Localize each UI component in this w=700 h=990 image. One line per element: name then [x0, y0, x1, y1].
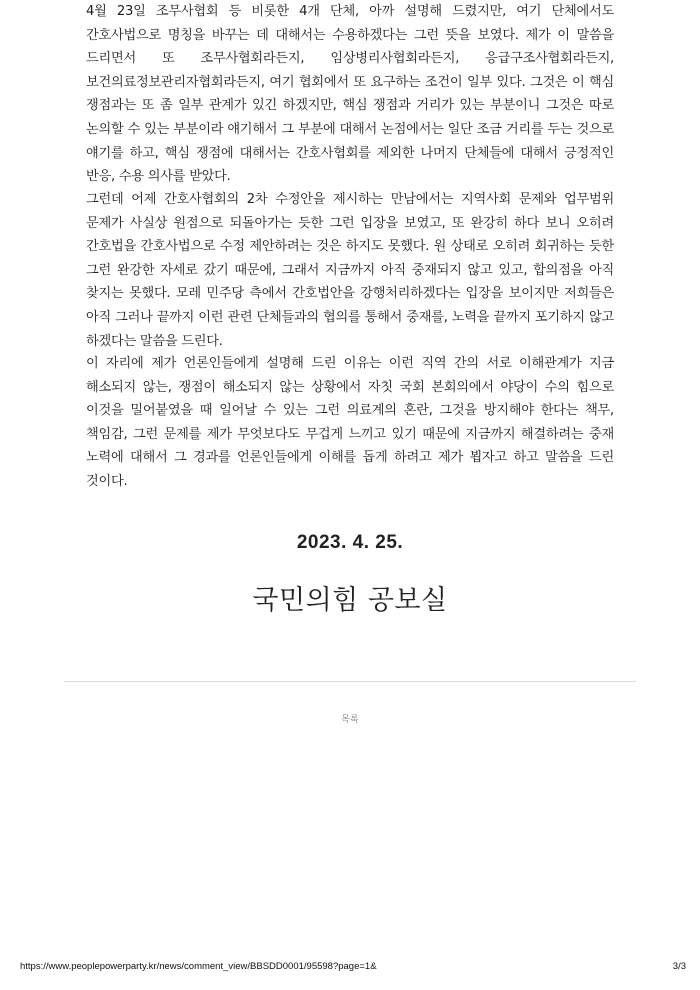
article-date: 2023. 4. 25.	[296, 532, 404, 553]
article-paragraph-3: 이 자리에 제가 언론인들에게 설명해 드린 이유는 이런 직역 간의 서로 이해관계가 지금 해소되지 않는, 쟁점이 해소되지 않는 상황에서 자칫 국회 본회의에서 야당이 수의 힘으로 이것을 밀어붙였을 때 일어날 수 있는 그런 의료계의 혼란, 그것을 방지해야 한다는 책무, 책임감, 그런 문제를 제가 무엇보다도 무겁게 느끼고 있기 때문에 지금까지 해결하려는 중재 노력에 대해서 그 경과를 언론인들에게 이해를 돕게 하려고 제가 뵙자고 하고 말씀을 드린 것이다.	[86, 356, 614, 489]
content-divider	[64, 681, 636, 682]
list-button[interactable]: 목록	[341, 715, 359, 725]
article-paragraph-2: 그런데 어제 간호사협회의 2차 수정안을 제시하는 만남에서는 지역사회 문제와 업무범위 문제가 사실상 원점으로 되돌아가는 듯한 그런 입장을 보였고, 또 완강히 하다 보니 오히려 간호법을 간호사법으로 수정 제안하려는 것은 하지도 못했다. 원 상태로 오히려 회귀하는 듯한 그런 완강한 자세로 갔기 때문에, 그래서 지금까지 아직 중재되지 않고 있고, 합의점을 아직 찾지는 못했다. 모레 민주당 측에서 간호법안을 강행처리하겠다는 입장을 보이지만 저희들은 아직 그러나 끝까지 이런 관련 단체들과의 협의를 통해서 중재를, 노력을 끝까지 포기하지 않고 하겠다는 말씀을 드린다.	[86, 192, 614, 349]
print-footer-url: https://www.peoplepowerparty.kr/news/comment_view/BBSDD0001/95598?page=1&	[20, 961, 377, 972]
article-paragraph-1: 4월 23일 조무사협회 등 비롯한 4개 단체, 아까 설명해 드렸지만, 여기 단체에서도 간호사법으로 명칭을 바꾸는 데 대해서는 수용하겠다는 그런 뜻을 보였다. 제가 이 말씀을 드리면서 또 조무사협회라든지, 임상병리사협회라든지, 응급구조사협회라든지, 보건의료정보관리자협회라든지, 여기 협회에서 또 요구하는 조건이 일부 있다. 그것은 이 핵심 쟁점과는 또 좀 일부 관계가 있긴 하겠지만, 핵심 쟁점과 거리가 있는 부분이니 그것은 따로 논의할 수 있는 부분이라 얘기해서 그 부분에 대해서 논점에서는 일단 조금 거리를 두는 것으로 얘기를 하고, 핵심 쟁점에 대해서는 간호사협회를 제외한 나머지 단체들에 대해서 긍정적인 반응, 수용 의사를 받았다.	[86, 4, 614, 185]
article-signature: 국민의힘 공보실	[252, 585, 448, 616]
print-footer-page-number: 3/3	[672, 961, 686, 972]
